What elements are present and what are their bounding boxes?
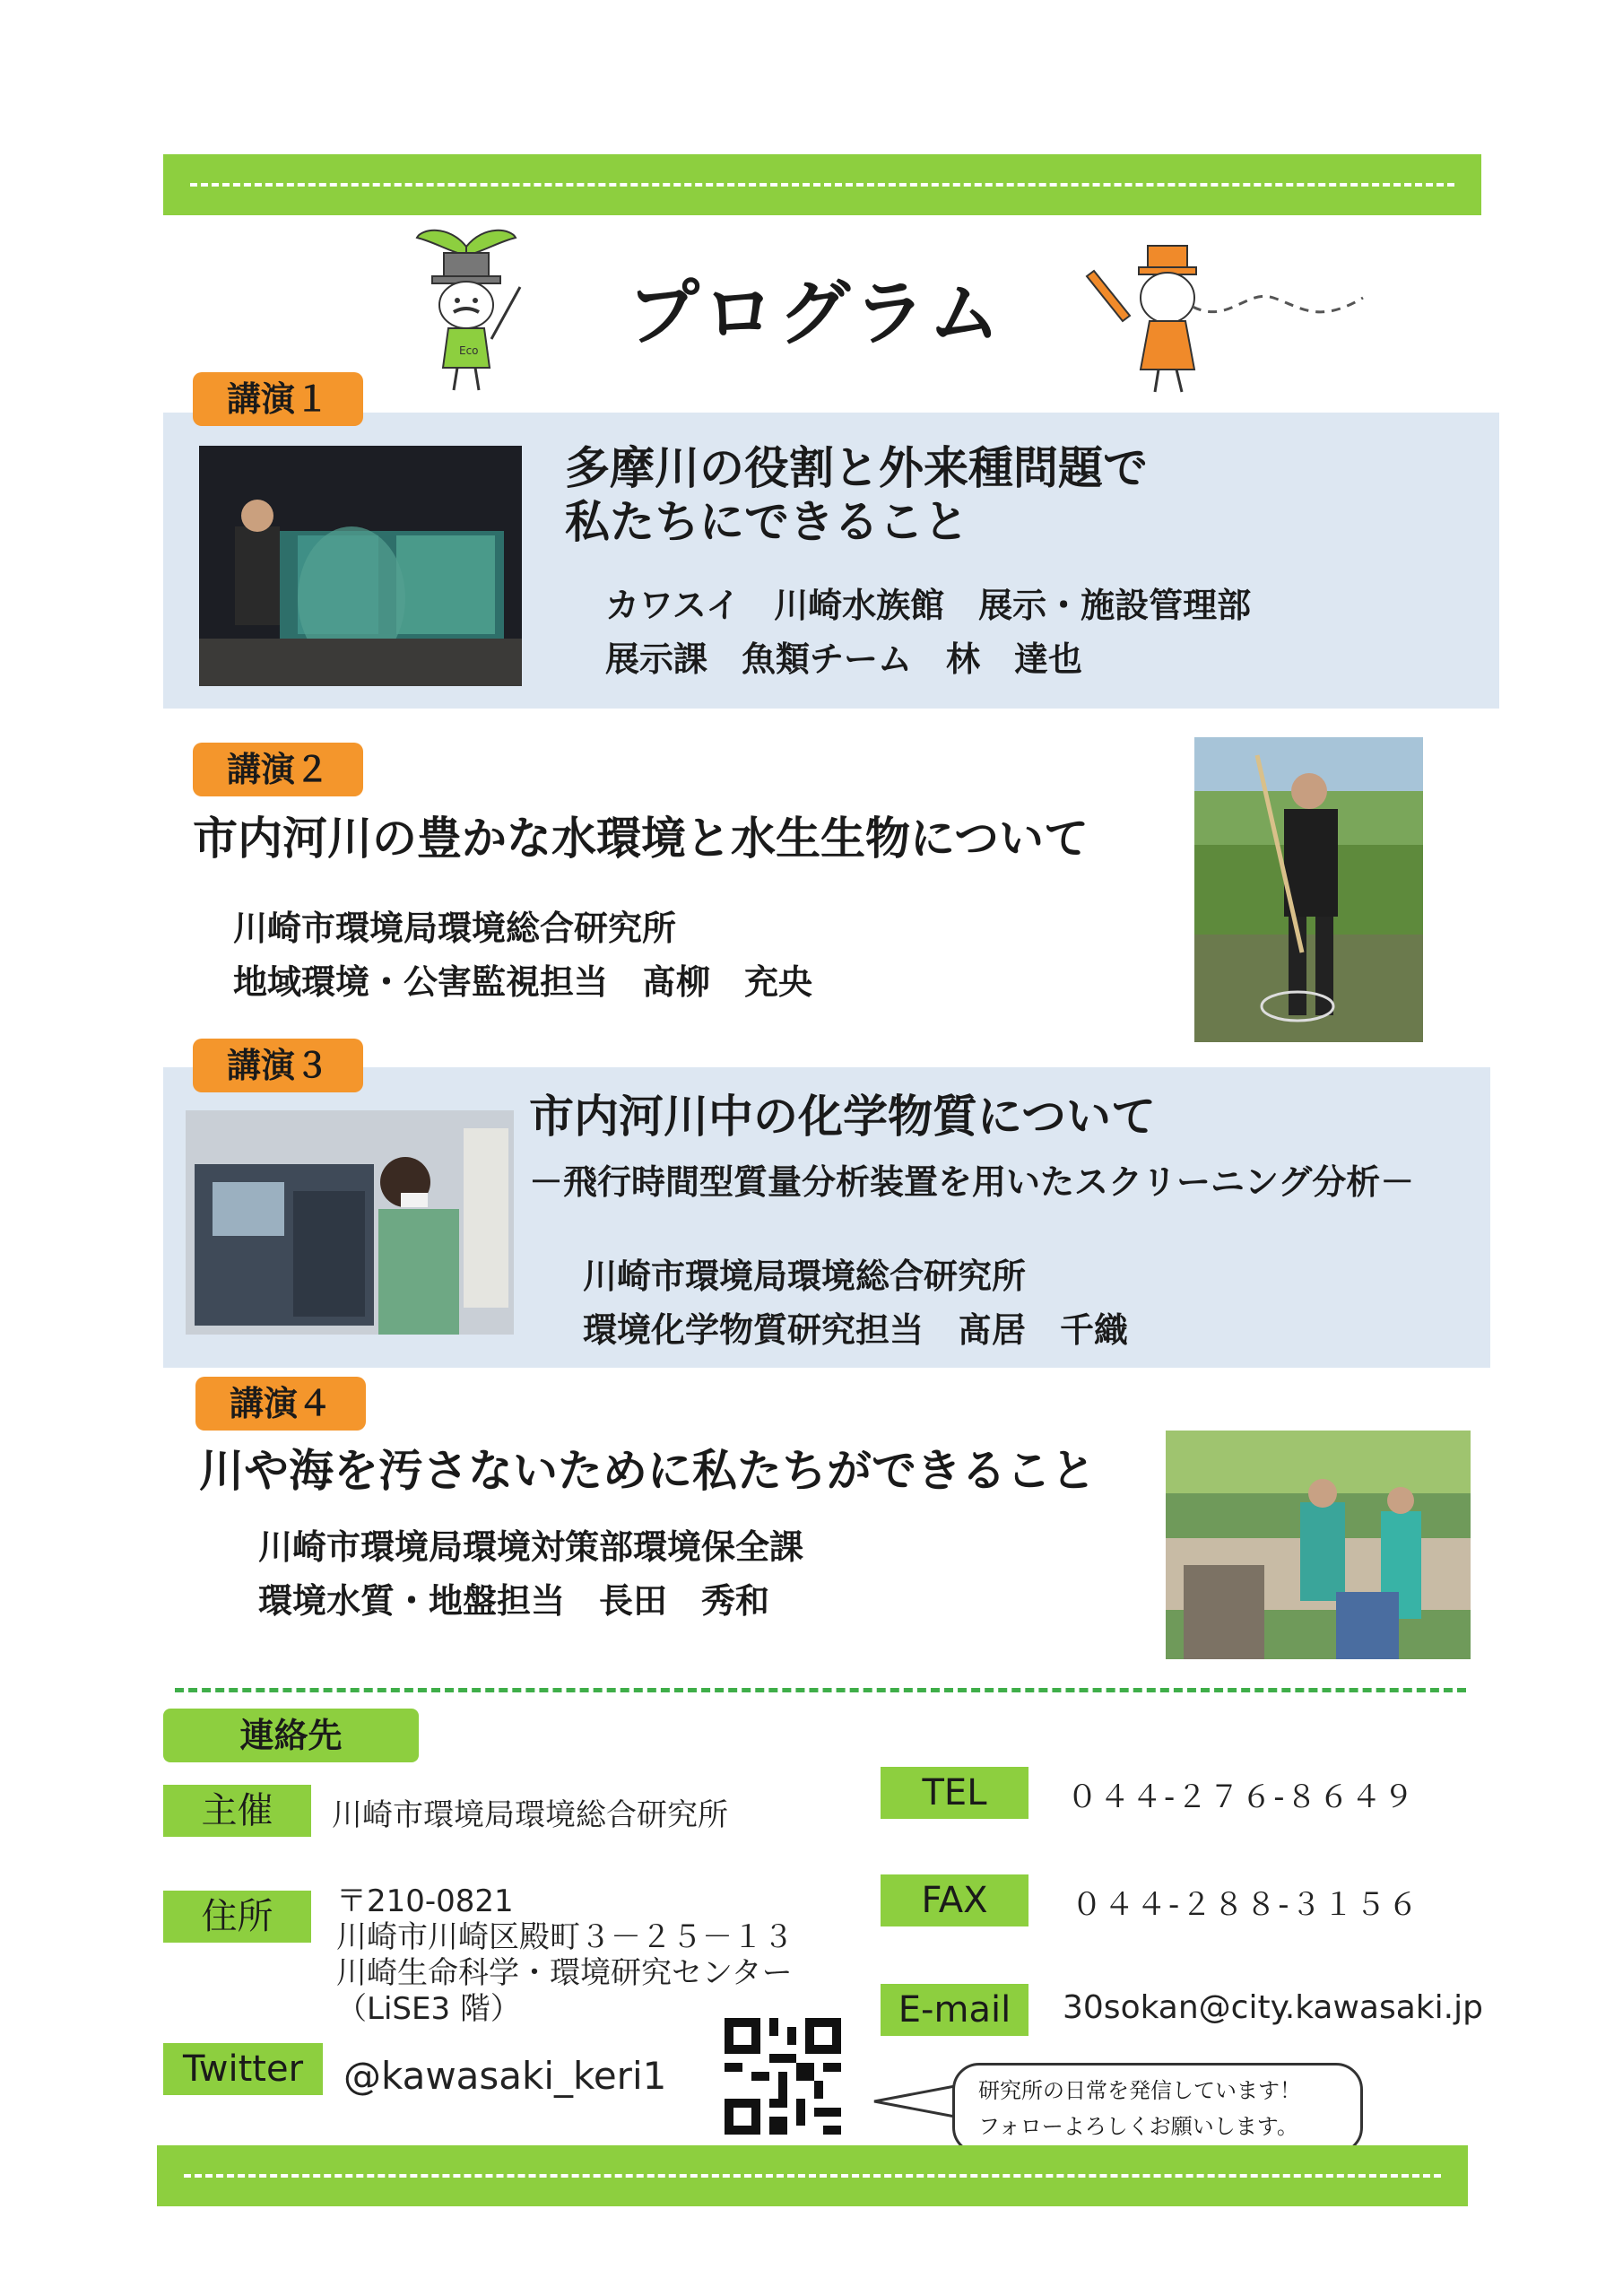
lecture-3-title: 市内河川中の化学物質について (529, 1091, 1156, 1143)
bottom-banner (157, 2145, 1468, 2206)
lecture-3-subtitle: －飛行時間型質量分析装置を用いたスクリーニング分析－ (529, 1162, 1415, 1202)
lecture-4-speaker: 川崎市環境局環境対策部環境保全課 環境水質・地盤担当 長田 秀和 (258, 1527, 804, 1621)
twitter-label: Twitter (163, 2043, 323, 2095)
email-value[interactable]: 30sokan@city.kawasaki.jp (1063, 1989, 1483, 2026)
lecture-1-photo (199, 446, 522, 686)
lecture-2-badge: 講演２ (193, 743, 363, 796)
top-banner (163, 154, 1481, 215)
lecture-4-title: 川や海を汚さないために私たちができること (199, 1445, 1096, 1497)
bubble-line-2: フォローよろしくお願いします。 (978, 2114, 1298, 2139)
tel-label: TEL (881, 1767, 1028, 1819)
mascot-badge: Eco (459, 344, 479, 357)
contact-heading: 連絡先 (163, 1709, 419, 1762)
lecture-1-title-line-1: 多摩川の役割と外来種問題で (565, 442, 1148, 494)
lecture-3-photo (186, 1110, 514, 1335)
speech-bubble (952, 2063, 1363, 2154)
lecture-2-title: 市内河川の豊かな水環境と水生生物について (193, 813, 1089, 865)
lecture-3-speaker: 川崎市環境局環境総合研究所 環境化学物質研究担当 髙居 千織 (583, 1257, 1129, 1350)
contact-divider (175, 1688, 1466, 1692)
email-label: E-mail (881, 1984, 1028, 2036)
fax-value: ０４４-２８８-３１５６ (1072, 1887, 1420, 1923)
lecture-1-title-line-2: 私たちにできること (565, 496, 968, 548)
page-title: プログラム (628, 272, 1004, 355)
lecture-3-badge: 講演３ (193, 1039, 363, 1092)
lecture-2-photo (1194, 737, 1423, 1042)
lecture-1-badge: 講演１ (193, 372, 363, 426)
mascot-professor-illustration (395, 215, 538, 395)
bubble-line-1: 研究所の日常を発信しています！ (978, 2078, 1301, 2103)
organizer-label: 主催 (163, 1785, 311, 1837)
banner-dashes (184, 2174, 1441, 2178)
bubble-tail (870, 2079, 959, 2124)
address-label: 住所 (163, 1891, 311, 1943)
lecture-4-badge: 講演４ (195, 1377, 366, 1431)
address-value: 〒210-0821 川崎市川崎区殿町３－２５－１３ 川崎生命科学・環境研究センター （LiSE3 階） (336, 1883, 794, 2027)
organizer-value: 川崎市環境局環境総合研究所 (332, 1797, 728, 1833)
tel-value: ０４４-２７６-８６４９ (1067, 1779, 1416, 1815)
twitter-qr-code[interactable] (725, 2018, 841, 2135)
lecture-1-speaker: カワスイ 川崎水族館 展示・施設管理部 展示課 魚類チーム 林 達也 (605, 586, 1252, 679)
fax-label: FAX (881, 1874, 1028, 1926)
mascot-pencil-illustration (1076, 235, 1372, 396)
banner-dashes (190, 183, 1454, 187)
lecture-2-speaker: 川崎市環境局環境総合研究所 地域環境・公害監視担当 髙柳 充央 (233, 909, 813, 1002)
lecture-4-photo (1166, 1431, 1471, 1659)
twitter-handle[interactable]: @kawasaki_keri1 (343, 2054, 667, 2098)
